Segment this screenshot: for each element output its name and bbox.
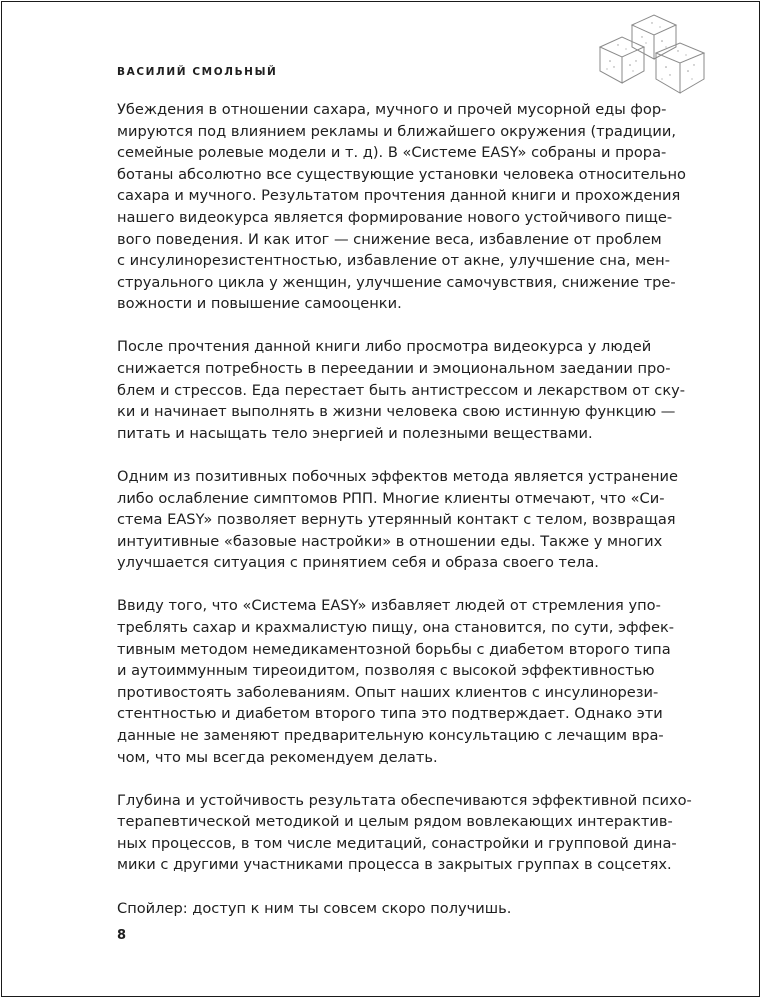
text-line: противостоять заболеваниям. Опыт наших клиентов с инсулинорези- xyxy=(117,683,659,701)
text-line: стема EASY» позволяет вернуть утерянный контакт с телом, возвращая xyxy=(117,511,676,529)
sugar-cubes-icon xyxy=(592,7,722,99)
text-line: питать и насыщать тело энергией и полезными веществами. xyxy=(117,424,593,442)
text-line: тивным методом немедикаментозной борьбы с диабетом второго типа xyxy=(117,640,671,658)
text-line: улучшается ситуация с принятием себя и образа своего тела. xyxy=(117,554,599,572)
body-text xyxy=(117,99,692,941)
text-line: Убеждения в отношении сахара, мучного и прочей мусорной еды фор- xyxy=(117,101,667,118)
text-line: Одним из позитивных побочных эффектов метода является устранение xyxy=(117,467,678,485)
text-line: ных процессов, в том числе медитаций, сонастройки и групповой дина- xyxy=(117,834,677,852)
text-line: Спойлер: доступ к ним ты совсем скоро получишь. xyxy=(117,899,512,917)
text-line: сахара и мучного. Результатом прочтения данной книги и прохождения xyxy=(117,187,681,205)
text-line: интуитивные «базовые настройки» в отношении еды. Также у многих xyxy=(117,532,663,550)
paragraph-3 xyxy=(117,466,677,574)
text-line: с инсулинорезистентностью, избавление от акне, улучшение сна, мен- xyxy=(117,252,670,270)
paragraph-4 xyxy=(117,595,677,768)
paragraph-5 xyxy=(117,790,692,876)
text-line: блем и стрессов. Еда перестает быть антистрессом и лекарством от ску- xyxy=(117,381,686,399)
paragraph-6 xyxy=(117,898,677,920)
text-line: и аутоиммунным тиреоидитом, позволяя с высокой эффективностью xyxy=(117,662,655,680)
text-line: семейные ролевые модели и т. д). В «Системе EASY» собраны и прора- xyxy=(117,144,667,162)
text-line: мики с другими участниками процесса в закрытых группах в соцсетях. xyxy=(117,856,672,874)
text-line: Глубина и устойчивость результата обеспечиваются эффективной психо- xyxy=(117,791,692,809)
running-header-author: ВАСИЛИЙ СМОЛЬНЫЙ xyxy=(117,66,278,78)
text-line: терапевтической методикой и целым рядом вовлекающих интерактив- xyxy=(117,813,673,831)
paragraph-2 xyxy=(117,336,686,444)
text-line: После прочтения данной книги либо просмотра видеокурса у людей xyxy=(117,338,652,356)
text-line: снижается потребность в переедании и эмоциональном заедании про- xyxy=(117,360,671,378)
text-line: треблять сахар и крахмалистую пищу, она становится, по сути, эффек- xyxy=(117,618,675,636)
text-line: стентностью и диабетом второго типа это подтверждает. Однако эти xyxy=(117,705,663,723)
text-line: ботаны абсолютно все существующие установки человека относительно xyxy=(117,165,686,183)
book-page xyxy=(1,1,760,997)
text-line: Ввиду того, что «Система EASY» избавляет людей от стремления упо- xyxy=(117,597,661,615)
paragraph-1 xyxy=(117,99,686,315)
text-line: чом, что мы всегда рекомендуем делать. xyxy=(117,748,438,766)
text-line: данные не заменяют предварительную консультацию с лечащим вра- xyxy=(117,726,664,744)
page-number: 8 xyxy=(117,928,127,943)
text-line: либо ослабление симптомов РПП. Многие клиенты отмечают, что «Си- xyxy=(117,489,665,507)
text-line: струального цикла у женщин, улучшение самочувствия, снижение тре- xyxy=(117,273,676,291)
text-line: ки и начинает выполнять в жизни человека свою истинную функцию — xyxy=(117,403,676,421)
text-line: нашего видеокурса является формирование нового устойчивого пище- xyxy=(117,208,673,226)
text-line: вожности и повышение самооценки. xyxy=(117,295,402,313)
text-line: вого поведения. И как итог — снижение веса, избавление от проблем xyxy=(117,230,662,248)
text-line: мируются под влиянием рекламы и ближайшего окружения (традиции, xyxy=(117,122,676,140)
